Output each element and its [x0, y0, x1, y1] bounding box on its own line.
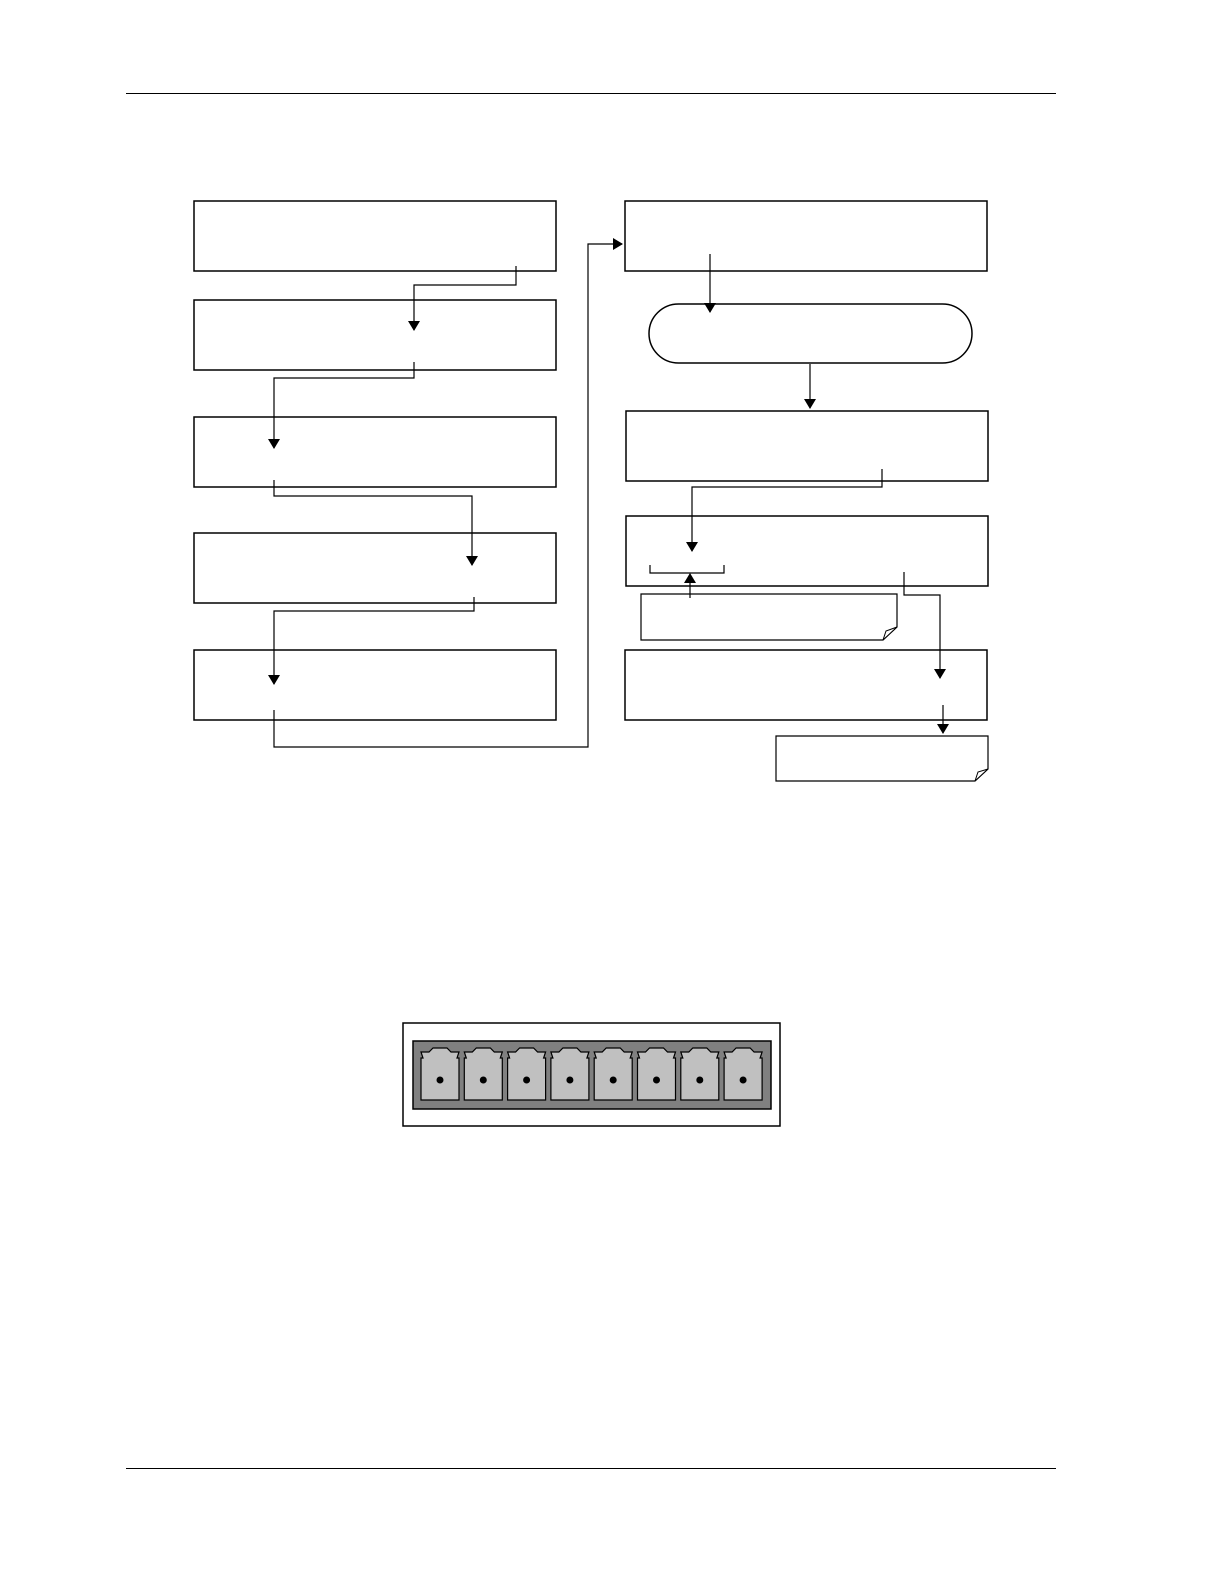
connector-pin-hole	[653, 1077, 660, 1084]
connector-pin-hole	[480, 1077, 487, 1084]
connector-pin	[594, 1048, 632, 1100]
flow-box-8	[626, 516, 988, 586]
connector-pin-hole	[740, 1077, 747, 1084]
flow-box-2	[194, 300, 556, 370]
connector-pin	[681, 1048, 719, 1100]
flow-box-7	[626, 411, 988, 481]
connector-pin-hole	[610, 1077, 617, 1084]
connector-pin-hole	[696, 1077, 703, 1084]
connector-pin	[508, 1048, 546, 1100]
connector-pin	[421, 1048, 459, 1100]
flow-box-4	[194, 533, 556, 603]
connector-pin	[464, 1048, 502, 1100]
flow-box-5	[194, 650, 556, 720]
connector-pin	[724, 1048, 762, 1100]
flow-box-3	[194, 417, 556, 487]
connector-pin-hole	[523, 1077, 530, 1084]
connector-pin	[551, 1048, 589, 1100]
note-box-1	[641, 594, 897, 640]
flow-rounded-step	[649, 304, 972, 363]
connector-pin-hole	[566, 1077, 573, 1084]
flow-box-1	[194, 201, 556, 271]
connector-pin	[638, 1048, 676, 1100]
note-box-2	[776, 736, 988, 781]
flow-box-9	[625, 650, 987, 720]
flow-box-6	[625, 201, 987, 271]
connector-pin-hole	[437, 1077, 444, 1084]
